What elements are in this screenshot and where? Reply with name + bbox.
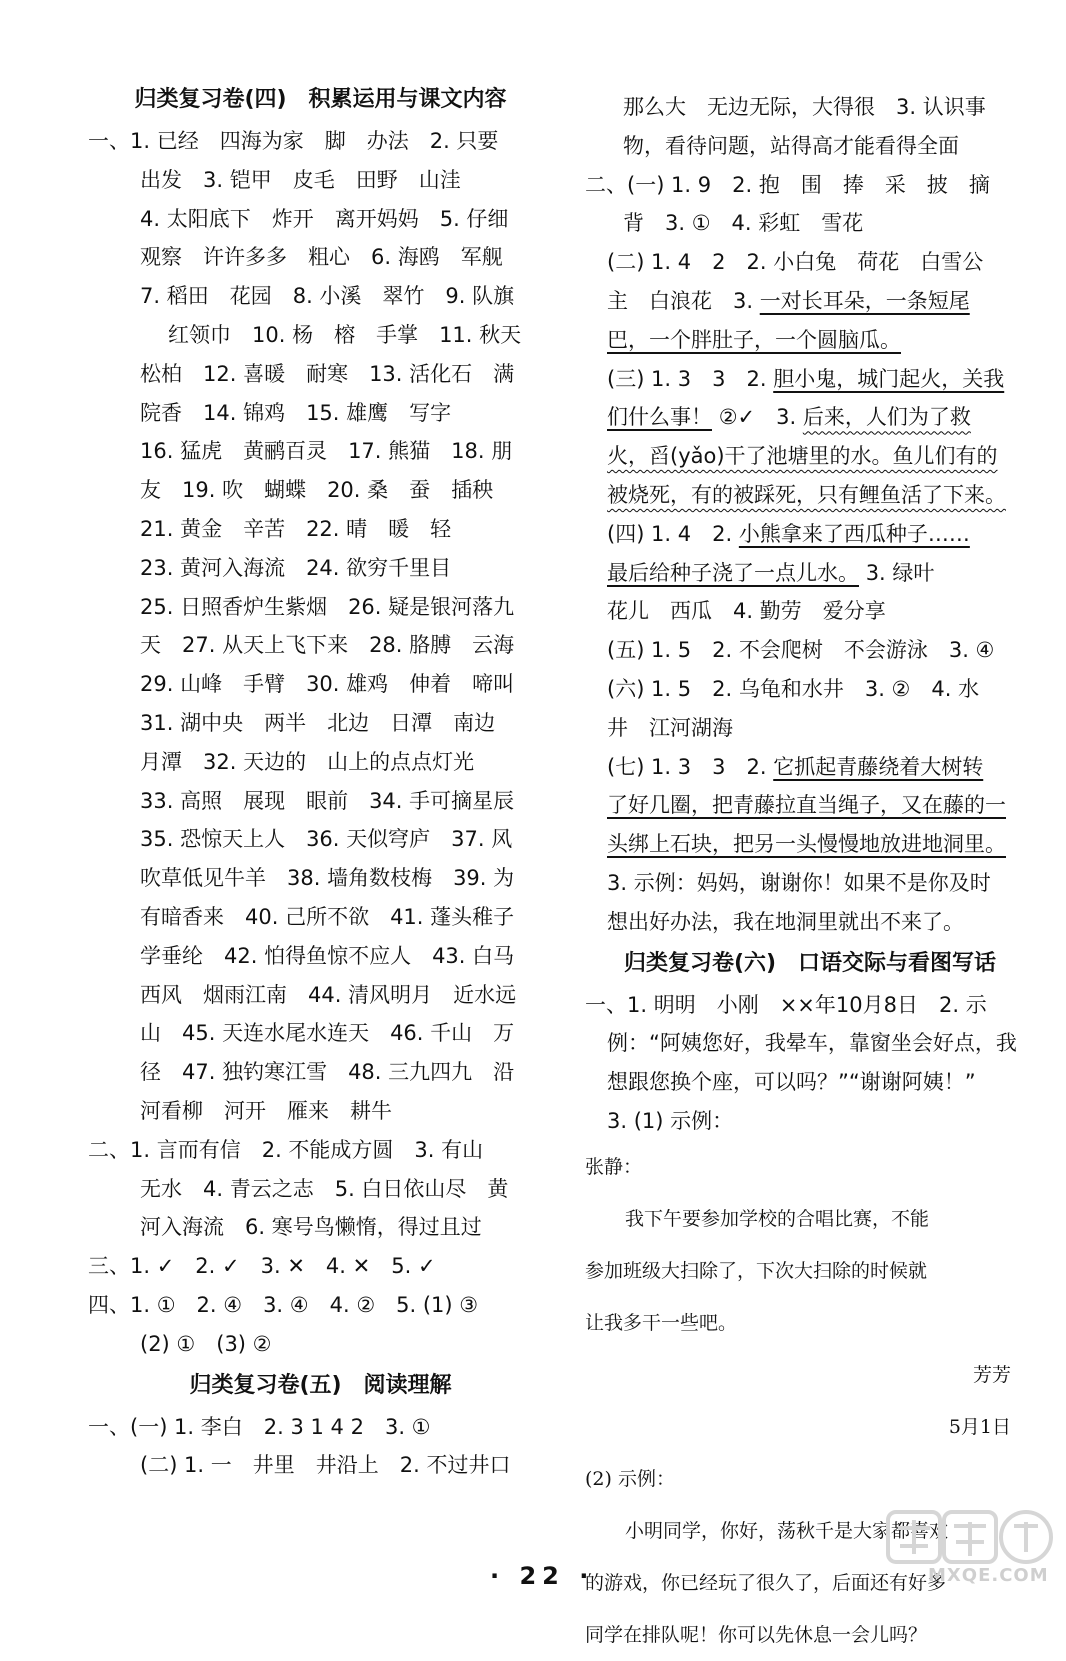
answer-line: 院香 14. 锦鸡 15. 雄鹰 写字 bbox=[140, 400, 452, 425]
answer-line: 21. 黄金 辛苦 22. 晴 暖 轻 bbox=[140, 516, 452, 541]
section-title-5: 归类复习卷(五) 阅读理解 bbox=[189, 1372, 452, 1398]
answer-text: (七) 1. 3 3 2. bbox=[607, 754, 767, 779]
underlined-answer: 胆小鬼，城门起火，关我 bbox=[773, 366, 1005, 391]
underlined-answer: 们什么事！ bbox=[607, 405, 712, 430]
answer-line: 35. 恐惊天上人 36. 天似穹庐 37. 风 bbox=[140, 827, 513, 852]
underlined-answer: 小熊拿来了西瓜种子…… bbox=[738, 521, 970, 546]
answer-line: (2) ① (3) ② bbox=[140, 1331, 272, 1356]
answer-line: 井 江河湖海 bbox=[607, 715, 733, 740]
answer-line: 4. 太阳底下 炸开 离开妈妈 5. 仔细 bbox=[140, 206, 509, 231]
answer-line: 想跟您换个座，可以吗？”“谢谢阿姨！” bbox=[607, 1070, 976, 1095]
answer-line: 物，看待问题，站得高才能看得全面 bbox=[623, 133, 959, 158]
note-date: 5月1日 bbox=[948, 1415, 1011, 1438]
answer-line: (五) 1. 5 2. 不会爬树 不会游泳 3. ④ bbox=[607, 638, 995, 663]
example-label: (2) 示例： bbox=[585, 1467, 675, 1490]
wavy-underlined-answer: 被烧死，有的被踩死，只有鲤鱼活了下来。 bbox=[607, 482, 1006, 507]
answer-line: 红领巾 10. 杨 榕 手掌 11. 秋天 bbox=[168, 322, 522, 347]
answer-line: 一、1. 明明 小刚 ××年10月8日 2. 示 bbox=[585, 992, 987, 1017]
answer-line bbox=[585, 825, 1035, 864]
answer-line bbox=[585, 476, 1035, 515]
answer-line: 月潭 32. 天边的 山上的点点灯光 bbox=[140, 749, 475, 774]
answer-line: 河入海流 6. 寒号鸟懒惰，得过且过 bbox=[140, 1215, 482, 1240]
answer-line: 一、1. 已经 四海为家 脚 办法 2. 只要 bbox=[88, 129, 499, 153]
underlined-answer: 巴，一个胖肚子，一个圆脑瓜。 bbox=[607, 327, 901, 352]
note-body: 参加班级大扫除了，下次大扫除的时候就 bbox=[585, 1259, 928, 1282]
answer-text: 主 白浪花 3. bbox=[607, 288, 754, 313]
answer-line: 7. 稻田 花园 8. 小溪 翠竹 9. 队旗 bbox=[140, 284, 515, 309]
answer-line bbox=[585, 786, 1035, 825]
answer-line: 31. 湖中央 两半 北边 日潭 南边 bbox=[140, 710, 496, 735]
answer-line: 23. 黄河入海流 24. 欲穷千里目 bbox=[140, 555, 452, 580]
answer-line bbox=[585, 398, 1035, 437]
answer-line: 25. 日照香炉生紫烟 26. 疑是银河落九 bbox=[140, 594, 515, 619]
section-title-4: 归类复习卷(四) 积累运用与课文内容 bbox=[134, 87, 507, 112]
right-column bbox=[585, 88, 1035, 1661]
answer-line bbox=[585, 515, 1035, 554]
answer-line bbox=[585, 748, 1035, 787]
wavy-underlined-answer: 后来，人们为了救 bbox=[802, 405, 971, 430]
answer-line bbox=[585, 554, 1035, 593]
answer-line: 西风 烟雨江南 44. 清风明月 近水远 bbox=[140, 982, 517, 1007]
answer-line bbox=[585, 360, 1035, 399]
answer-line: 那么大 无边无际，大得很 3. 认识事 bbox=[623, 95, 986, 119]
answer-line: 16. 猛虎 黄鹂百灵 17. 熊猫 18. 朋 bbox=[140, 439, 513, 464]
answer-line: 无水 4. 青云之志 5. 白日依山尽 黄 bbox=[140, 1176, 509, 1201]
answer-line: 学垂纶 42. 怕得鱼惊不应人 43. 白马 bbox=[140, 943, 515, 968]
underlined-answer: 一对长耳朵，一条短尾 bbox=[759, 288, 970, 313]
answer-line: 想出好办法，我在地洞里就出不来了。 bbox=[607, 909, 964, 934]
note-recipient: 张静： bbox=[585, 1155, 643, 1178]
answer-line: 例：“阿姨您好，我晕车，靠窗坐会好点，我 bbox=[607, 1031, 1017, 1056]
answer-line bbox=[585, 282, 1035, 321]
note-body: 让我多干一些吧。 bbox=[585, 1311, 738, 1334]
page-number: · 22 · bbox=[490, 1562, 595, 1590]
left-column bbox=[88, 78, 553, 1485]
answer-line: 四、1. ① 2. ④ 3. ④ 4. ② 5. (1) ③ bbox=[88, 1292, 479, 1317]
answer-line: 三、1. ✓ 2. ✓ 3. ✕ 4. ✕ 5. ✓ bbox=[88, 1254, 436, 1279]
answer-line: (二) 1. 一 井里 井沿上 2. 不过井口 bbox=[140, 1453, 511, 1478]
answer-line: 友 19. 吹 蝴蝶 20. 桑 蚕 插秧 bbox=[140, 478, 494, 503]
underlined-answer: 它抓起青藤绕着大树转 bbox=[773, 754, 984, 779]
answer-line: 松柏 12. 喜暖 耐寒 13. 活化石 满 bbox=[140, 361, 515, 386]
example-body: 同学在排队呢！你可以先休息一会儿吗？ bbox=[585, 1623, 928, 1646]
answer-line: 二、(一) 1. 9 2. 抱 围 捧 采 披 摘 bbox=[585, 172, 990, 197]
answer-line: 一、(一) 1. 李白 2. 3 1 4 2 3. ① bbox=[88, 1414, 431, 1439]
section-title-6: 归类复习卷(六) 口语交际与看图写话 bbox=[623, 950, 997, 976]
answer-line: 29. 山峰 手臂 30. 雄鸡 伸着 啼叫 bbox=[140, 672, 515, 697]
answer-line: 天 27. 从天上飞下来 28. 胳膊 云海 bbox=[140, 633, 515, 658]
watermark-text: MXQE.COM bbox=[928, 1565, 1049, 1586]
underlined-answer: 头绑上石块，把另一头慢慢地放进地洞里。 bbox=[607, 832, 1006, 857]
example-body: 的游戏，你已经玩了很久了，后面还有好多 bbox=[585, 1571, 947, 1594]
answer-text: (三) 1. 3 3 2. bbox=[607, 366, 767, 391]
answer-text: ②✓ 3. bbox=[718, 405, 797, 430]
example-body: 小明同学，你好，荡秋千是大家都喜欢 bbox=[625, 1519, 949, 1542]
underlined-answer: 最后给种子浇了一点儿水。 bbox=[607, 560, 859, 585]
answer-line bbox=[585, 437, 1035, 476]
answer-line: 出发 3. 铠甲 皮毛 田野 山洼 bbox=[140, 167, 461, 192]
answer-line: 33. 高照 展现 眼前 34. 手可摘星辰 bbox=[140, 788, 515, 813]
answer-line: 3. (1) 示例： bbox=[607, 1108, 734, 1133]
answer-line: 山 45. 天连水尾水连天 46. 千山 万 bbox=[140, 1021, 515, 1046]
answer-line: 河看柳 河开 雁来 耕牛 bbox=[140, 1098, 392, 1123]
answer-text: 3. 绿叶 bbox=[865, 560, 935, 585]
answer-line: 吹草低见牛羊 38. 墙角数枝梅 39. 为 bbox=[140, 866, 515, 891]
answer-line: 二、1. 言而有信 2. 不能成方圆 3. 有山 bbox=[88, 1137, 484, 1162]
answer-line: 径 47. 独钓寒江雪 48. 三九四九 沿 bbox=[140, 1060, 515, 1085]
answer-line: (二) 1. 4 2 2. 小白兔 荷花 白雪公 bbox=[607, 250, 984, 275]
underlined-answer: 了好几圈，把青藤拉直当绳子，又在藤的一 bbox=[607, 793, 1006, 818]
answer-line: 花儿 西瓜 4. 勤劳 爱分享 bbox=[607, 599, 886, 624]
answer-text: (四) 1. 4 2. bbox=[607, 521, 733, 546]
answer-line: (六) 1. 5 2. 乌龟和水井 3. ② 4. 水 bbox=[607, 676, 980, 701]
answer-line: 背 3. ① 4. 彩虹 雪花 bbox=[623, 211, 864, 236]
wavy-underlined-answer: 火，舀(yǎo)干了池塘里的水。鱼儿们有的 bbox=[607, 444, 998, 469]
answer-line bbox=[585, 321, 1035, 360]
answer-line: 观察 许许多多 粗心 6. 海鸥 军舰 bbox=[140, 245, 503, 270]
note-signature: 芳芳 bbox=[972, 1363, 1011, 1386]
note-body: 我下午要参加学校的合唱比赛，不能 bbox=[625, 1207, 930, 1230]
answer-line: 有暗香来 40. 己所不欲 41. 蓬头稚子 bbox=[140, 904, 515, 929]
answer-line: 3. 示例：妈妈，谢谢你！如果不是你及时 bbox=[607, 870, 991, 895]
